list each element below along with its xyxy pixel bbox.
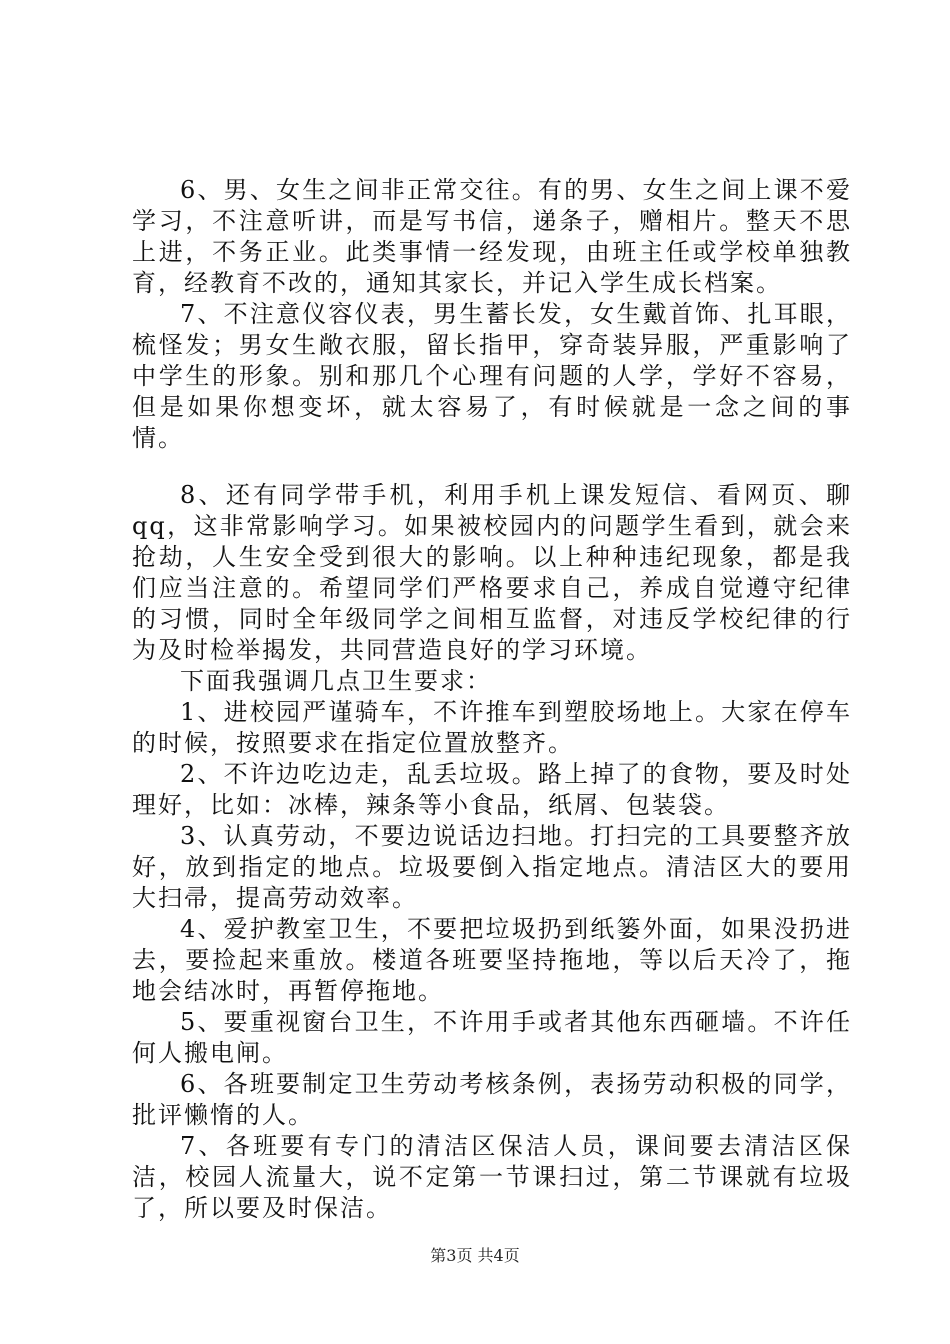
page-number-footer: 第3页 共4页 [430, 1246, 520, 1265]
document-body [132, 175, 852, 1224]
paragraph-hygiene-6: 6、各班要制定卫生劳动考核条例，表扬劳动积极的同学，批评懒惰的人。 [132, 1070, 852, 1129]
paragraph-hygiene-1: 1、进校园严谨骑车，不许推车到塑胶场地上。大家在停车的时候，按照要求在指定位置放整齐。 [132, 698, 852, 757]
paragraph-hygiene-2: 2、不许边吃边走，乱丢垃圾。路上掉了的食物，要及时处理好，比如：冰棒，辣条等小食品，纸屑、包装袋。 [132, 760, 852, 819]
paragraph-hygiene-intro: 下面我强调几点卫生要求： [180, 667, 492, 695]
paragraph-item-8-phones: 8、还有同学带手机，利用手机上课发短信、看网页、聊qq，这非常影响学习。如果被校园内的问题学生看到，就会来抢劫，人生安全受到很大的影响。以上种种违纪现象，都是我们应当注意的。希望同学们严格要求自己，养成自觉遵守纪律的习惯，同时全年级同学之间相互监督，对违反学校纪律的行为及时检举揭发，共同营造良好的学习环境。 [132, 481, 852, 664]
paragraph-hygiene-7: 7、各班要有专门的清洁区保洁人员，课间要去清洁区保洁，校园人流量大，说不定第一节课扫过，第二节课就有垃圾了，所以要及时保洁。 [132, 1132, 852, 1222]
paragraph-hygiene-4: 4、爱护教室卫生，不要把垃圾扔到纸篓外面，如果没扔进去，要捡起来重放。楼道各班要坚持拖地，等以后天冷了，拖地会结冰时，再暂停拖地。 [132, 915, 852, 1005]
paragraph-hygiene-3: 3、认真劳动，不要边说话边扫地。打扫完的工具要整齐放好，放到指定的地点。垃圾要倒入指定地点。清洁区大的要用大扫帚，提高劳动效率。 [132, 822, 852, 912]
paragraph-item-6-relations: 6、男、女生之间非正常交往。有的男、女生之间上课不爱学习，不注意听讲，而是写书信，递条子，赠相片。整天不思上进，不务正业。此类事情一经发现，由班主任或学校单独教育，经教育不改的，通知其家长，并记入学生成长档案。 [132, 176, 852, 297]
paragraph-gap [132, 454, 852, 480]
paragraph-item-7-appearance: 7、不注意仪容仪表，男生蓄长发，女生戴首饰、扎耳眼，梳怪发；男女生敞衣服，留长指甲，穿奇装异服，严重影响了中学生的形象。别和那几个心理有问题的人学，学好不容易，但是如果你想变坏，就太容易了，有时候就是一念之间的事情。 [132, 300, 852, 452]
paragraph-hygiene-5: 5、要重视窗台卫生，不许用手或者其他东西砸墙。不许任何人搬电闸。 [132, 1008, 852, 1067]
